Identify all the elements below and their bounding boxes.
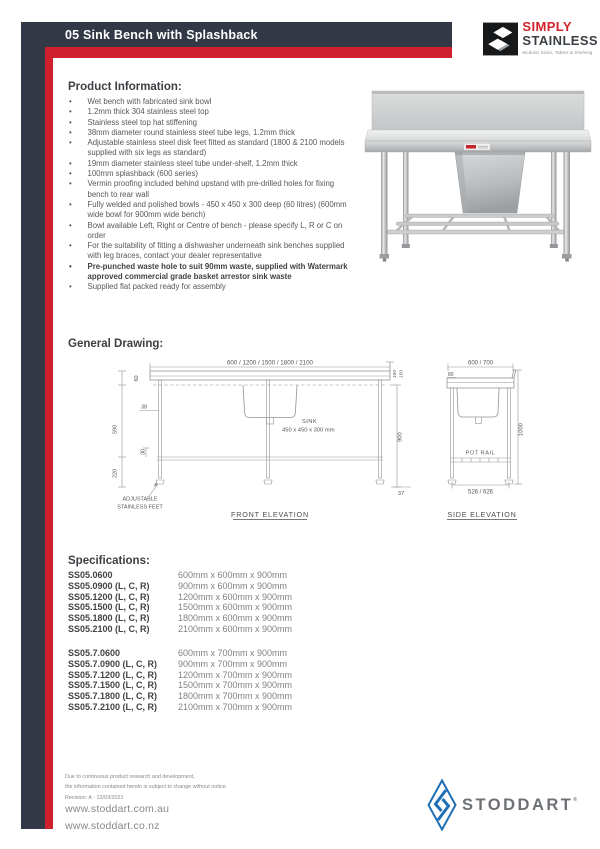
spec-size: 600mm x 700mm x 900mm <box>178 648 288 658</box>
side-pot-rail <box>450 451 510 463</box>
spec-model: SS05.7.1200 (L, C, R) <box>68 669 158 680</box>
spec-group-700 <box>68 648 292 713</box>
table-row <box>68 613 292 624</box>
dim-base: 526 / 626 <box>467 489 494 496</box>
bullet-text: 1.2mm thick 304 stainless steel top <box>87 107 209 117</box>
dim-37: 37 <box>397 491 405 497</box>
registered-mark: ® <box>573 796 578 803</box>
table-row <box>68 592 292 603</box>
spec-size: 1200mm x 700mm x 900mm <box>178 669 293 680</box>
spec-model: SS05.7.0600 <box>68 648 121 658</box>
photo-under-shelf <box>386 214 570 234</box>
left-dark-bar <box>21 22 45 829</box>
dim-30: 30 <box>140 448 147 455</box>
side-sink-bowl <box>457 388 499 424</box>
table-row <box>68 624 292 635</box>
list-item <box>69 159 359 169</box>
front-title: FRONT ELEVATION <box>231 510 309 519</box>
sink-label: SINK <box>302 419 318 425</box>
product-info-heading: Product Information: <box>68 81 182 93</box>
front-top-dimension <box>150 360 390 372</box>
spec-size: 1500mm x 600mm x 900mm <box>178 602 293 613</box>
list-item <box>69 200 359 221</box>
spec-model: SS05.7.1500 (L, C, R) <box>68 680 158 691</box>
spec-model: SS05.0600 <box>68 570 113 580</box>
spec-size: 600mm x 600mm x 900mm <box>178 570 288 580</box>
website-link-nz[interactable]: www.stoddart.co.nz <box>65 820 160 832</box>
sink-size-label: 450 x 450 x 300 mm <box>282 427 335 434</box>
spec-model: SS05.1200 (L, C, R) <box>68 591 150 602</box>
front-right-dimensions <box>390 385 411 497</box>
front-elevation-title <box>231 510 309 520</box>
front-sink-bowl <box>243 385 335 434</box>
list-item <box>69 118 359 128</box>
front-legs <box>156 380 384 484</box>
disclaimer-line1: Due to continuous product research and development, <box>65 774 195 780</box>
spec-size: 1800mm x 600mm x 900mm <box>178 613 293 624</box>
dim-900: 900 <box>397 432 404 442</box>
table-row <box>68 702 292 713</box>
list-item <box>69 128 359 138</box>
spec-size: 900mm x 600mm x 900mm <box>178 580 288 591</box>
list-item-bold <box>69 262 359 283</box>
stoddart-diamond-icon <box>427 779 457 831</box>
front-width-dim: 600 / 1200 / 1500 / 1800 / 2100 <box>226 359 314 367</box>
bullet-icon <box>69 138 88 159</box>
table-row <box>68 648 292 659</box>
bullet-icon <box>69 159 88 169</box>
spec-size: 900mm x 700mm x 900mm <box>178 658 288 669</box>
spec-group-600 <box>68 570 292 635</box>
bullet-text: Adjustable stainless steel disk feet fitted as standard (1800 & 2100 models supplied with six legs as standard) <box>87 138 345 158</box>
bullet-icon <box>69 128 88 138</box>
front-left-dimensions <box>113 371 159 487</box>
side-width-dim: 600 / 700 <box>467 360 494 367</box>
bullet-text: For the suitability of fitting a dishwasher underneath sink benches supplied with leg braces, contact your dealer representative <box>87 241 345 261</box>
bullet-text: Supplied flat packed ready for assembly <box>87 282 226 292</box>
list-item <box>69 97 359 107</box>
list-item <box>69 107 359 117</box>
spec-model: SS05.0900 (L, C, R) <box>68 580 150 591</box>
photo-bench-top <box>365 130 591 152</box>
spec-size: 2100mm x 700mm x 900mm <box>178 701 293 712</box>
spec-model: SS05.2100 (L, C, R) <box>68 623 150 634</box>
stoddart-wordmark <box>462 796 577 815</box>
side-right-dimension <box>514 370 525 484</box>
spec-model: SS05.1800 (L, C, R) <box>68 613 150 624</box>
bullet-icon <box>69 282 88 292</box>
table-row <box>68 680 292 691</box>
front-splash-dim-150: 150 <box>399 369 405 378</box>
dim-1000: 1000 <box>518 423 525 436</box>
bullet-text: Pre-punched waste hole to suit 90mm waste, supplied with Watermark approved commercial grade basket arrestor sink waste <box>87 261 348 282</box>
bullet-text: Bowl available Left, Right or Centre of bench - please specify L, R or C on order <box>87 220 343 240</box>
product-info-list <box>69 97 359 293</box>
side-bench-top <box>447 370 516 388</box>
spec-model: SS05.7.0900 (L, C, R) <box>68 658 158 669</box>
list-item <box>69 138 359 159</box>
dim-38: 38 <box>141 404 148 411</box>
dim-80: 80 <box>448 372 454 378</box>
feet-label-line2: STAINLESS FEET <box>117 504 163 511</box>
stoddart-name: STODDART <box>462 795 574 814</box>
stoddart-logo <box>427 779 577 831</box>
bullet-icon <box>69 241 88 262</box>
revision-note: Revision: A - 12/03/2021 <box>65 795 124 801</box>
logo-tagline: Modular Sinks, Tables & Shelving <box>522 50 593 55</box>
bullet-text: Vermin proofing included behind upstand with pre-drilled holes for fixing bench to rear wall <box>87 179 335 199</box>
spec-size: 1200mm x 600mm x 900mm <box>178 591 293 602</box>
page-title: 05 Sink Bench with Splashback <box>65 28 258 42</box>
bullet-text: 19mm diameter stainless steel tube under-shelf, 1.2mm thick <box>87 158 298 168</box>
table-row <box>68 691 292 702</box>
general-drawing-heading: General Drawing: <box>68 338 164 350</box>
side-elevation-title <box>447 510 517 520</box>
logo-word-stainless: STAINLESS <box>522 33 598 48</box>
list-item <box>69 169 359 179</box>
photo-sink-bowl <box>455 152 525 213</box>
list-item <box>69 241 359 262</box>
specifications-heading: Specifications: <box>68 555 150 567</box>
logo-word-simply: SIMPLY <box>522 19 573 34</box>
bullet-icon <box>69 97 88 107</box>
table-row <box>68 659 292 670</box>
bullet-icon <box>69 262 88 283</box>
list-item <box>69 282 359 292</box>
bullet-text: 100mm splashback (600 series) <box>87 169 199 179</box>
side-top-dimension <box>447 361 513 379</box>
header-red-bar <box>45 47 452 58</box>
table-row <box>68 670 292 681</box>
bullet-icon <box>69 179 88 200</box>
simply-stainless-icon <box>483 20 518 58</box>
bullet-icon <box>69 107 88 117</box>
front-elevation-drawing <box>105 356 417 526</box>
bullet-icon <box>69 169 88 179</box>
website-link-au[interactable]: www.stoddart.com.au <box>65 803 170 815</box>
table-row <box>68 581 292 592</box>
disclaimer-line2: the information contained herein is subject to change without notice. <box>65 783 228 790</box>
simply-stainless-logo <box>483 20 598 62</box>
table-row <box>68 602 292 613</box>
feet-label-line1: ADJUSTABLE <box>122 496 158 503</box>
front-splash-dim-100: 100 <box>393 369 398 378</box>
bullet-icon <box>69 221 88 242</box>
bullet-icon <box>69 200 88 221</box>
product-photo <box>358 78 593 268</box>
list-item <box>69 221 359 242</box>
side-title: SIDE ELEVATION <box>447 510 517 519</box>
dim-220: 220 <box>112 468 119 478</box>
bullet-text: Fully welded and polished bowls - 450 x 450 x 300 deep (60 litres) (600mm wide bowl for 900mm wide bench) <box>87 199 347 220</box>
bullet-text: Wet bench with fabricated sink bowl <box>87 97 212 106</box>
photo-splashback <box>372 91 584 130</box>
spec-size: 1500mm x 700mm x 900mm <box>178 680 293 691</box>
left-red-stripe <box>45 47 53 829</box>
list-item <box>69 179 359 200</box>
simply-stainless-wordmark <box>522 20 598 62</box>
pot-rail-label: POT RAIL <box>465 450 496 457</box>
spec-size: 2100mm x 600mm x 900mm <box>178 623 293 634</box>
dim-590: 590 <box>112 424 119 434</box>
bullet-text: Stainless steel top hat stiffening <box>87 117 198 127</box>
spec-model: SS05.7.1800 (L, C, R) <box>68 691 158 702</box>
table-row <box>68 570 292 581</box>
bullet-text: 38mm diameter round stainless steel tube legs, 1.2mm thick <box>87 127 296 137</box>
side-elevation-drawing <box>438 356 593 526</box>
spec-model: SS05.7.2100 (L, C, R) <box>68 701 158 712</box>
spec-size: 1800mm x 700mm x 900mm <box>178 691 293 702</box>
dim-60: 60 <box>134 375 140 382</box>
side-bottom-dimension <box>452 482 509 496</box>
spec-model: SS05.1500 (L, C, R) <box>68 602 150 613</box>
bullet-icon <box>69 118 88 128</box>
